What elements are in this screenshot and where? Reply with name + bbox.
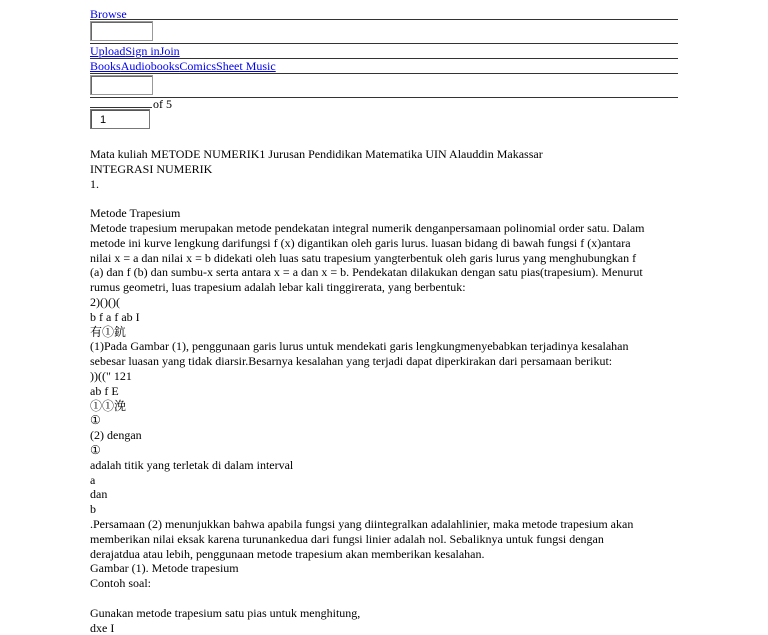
document-line: ab f E xyxy=(90,384,680,399)
document-line: 2)()()( xyxy=(90,295,680,310)
document-line: 1. xyxy=(90,177,680,192)
document-line: nilai x = a dan nilai x = b didekati oleh luas satu trapesium yangterbentuk oleh garis lurus yang menghubungkan f xyxy=(90,251,680,266)
upload-link[interactable]: Upload xyxy=(90,44,125,58)
document-line: Contoh soal: xyxy=(90,576,680,591)
document-line: Gambar (1). Metode trapesium xyxy=(90,561,680,576)
document-line: .Persamaan (2) menunjukkan bahwa apabila fungsi yang diintegralkan adalahlinier, maka metode trapesium akan xyxy=(90,517,680,532)
audiobooks-link[interactable]: Audiobooks xyxy=(121,59,180,73)
document-line: Metode trapesium merupakan metode pendekatan integral numerik denganpersamaan polinomial order satu. Dalam xyxy=(90,221,680,236)
page-number-input[interactable]: 1 xyxy=(90,109,150,129)
comics-link[interactable]: Comics xyxy=(179,59,216,73)
document-line: (2) dengan xyxy=(90,428,680,443)
document-line: metode ini kurve lengkung darifungsi f (x) digantikan oleh garis lurus. luasan bidang di bawah fungsi f (x)antara xyxy=(90,236,680,251)
category-links xyxy=(90,59,276,74)
document-line: rumus geometri, luas trapesium adalah lebar kali tinggirerata, yang berbentuk: xyxy=(90,280,680,295)
page-count-label: of 5 xyxy=(153,97,172,112)
document-line: memberikan nilai eksak karena turunankedua dari fungsi linier adalah nol. Sebaliknya untuk fungsi dengan xyxy=(90,532,680,547)
pager-underline xyxy=(90,99,152,108)
document-line: Gunakan metode trapesium satu pias untuk menghitung, xyxy=(90,606,680,621)
document-line: adalah titik yang terletak di dalam interval xyxy=(90,458,680,473)
document-line: b xyxy=(90,502,680,517)
document-line: ))((" 121 xyxy=(90,369,680,384)
document-line xyxy=(90,191,680,206)
browse-link[interactable]: Browse xyxy=(90,7,127,22)
divider xyxy=(90,97,678,98)
document-line: derajatdua atau lebih, penggunaan metode trapesium akan memberikan kesalahan. xyxy=(90,547,680,562)
document-line: 有①鈧 xyxy=(90,325,680,340)
divider xyxy=(90,73,678,74)
document-line: dxe I xyxy=(90,621,680,635)
document-line: (a) dan f (b) dan sumbu-x serta antara x = a dan x = b. Pendekatan dilakukan dengan satu pias(trapesium). Menurut xyxy=(90,265,680,280)
signin-link[interactable]: Sign in xyxy=(125,44,159,58)
secondary-input[interactable] xyxy=(90,75,153,95)
document-line: Metode Trapesium xyxy=(90,206,680,221)
sheet-music-link[interactable]: Sheet Music xyxy=(216,59,276,73)
books-link[interactable]: Books xyxy=(90,59,121,73)
join-link[interactable]: Join xyxy=(160,44,180,58)
document-line: INTEGRASI NUMERIK xyxy=(90,162,680,177)
document-line: dan xyxy=(90,487,680,502)
document-line: ① xyxy=(90,443,680,458)
document-line: sebesar luasan yang tidak diarsir.Besarnya kesalahan yang terjadi dapat diperkirakan dari persamaan berikut: xyxy=(90,354,680,369)
search-input[interactable] xyxy=(90,21,153,41)
document-line: ① xyxy=(90,413,680,428)
document-line: a xyxy=(90,473,680,488)
document-line: (1)Pada Gambar (1), penggunaan garis lurus untuk mendekati garis lengkungmenyebabkan terjadinya kesalahan xyxy=(90,339,680,354)
document-line xyxy=(90,591,680,606)
document-line: b f a f ab I xyxy=(90,310,680,325)
divider xyxy=(90,19,678,20)
document-text xyxy=(90,147,680,635)
document-line: ①①浼 xyxy=(90,399,680,414)
account-links xyxy=(90,44,180,59)
document-line: Mata kuliah METODE NUMERIK1 Jurusan Pendidikan Matematika UIN Alauddin Makassar xyxy=(90,147,680,162)
